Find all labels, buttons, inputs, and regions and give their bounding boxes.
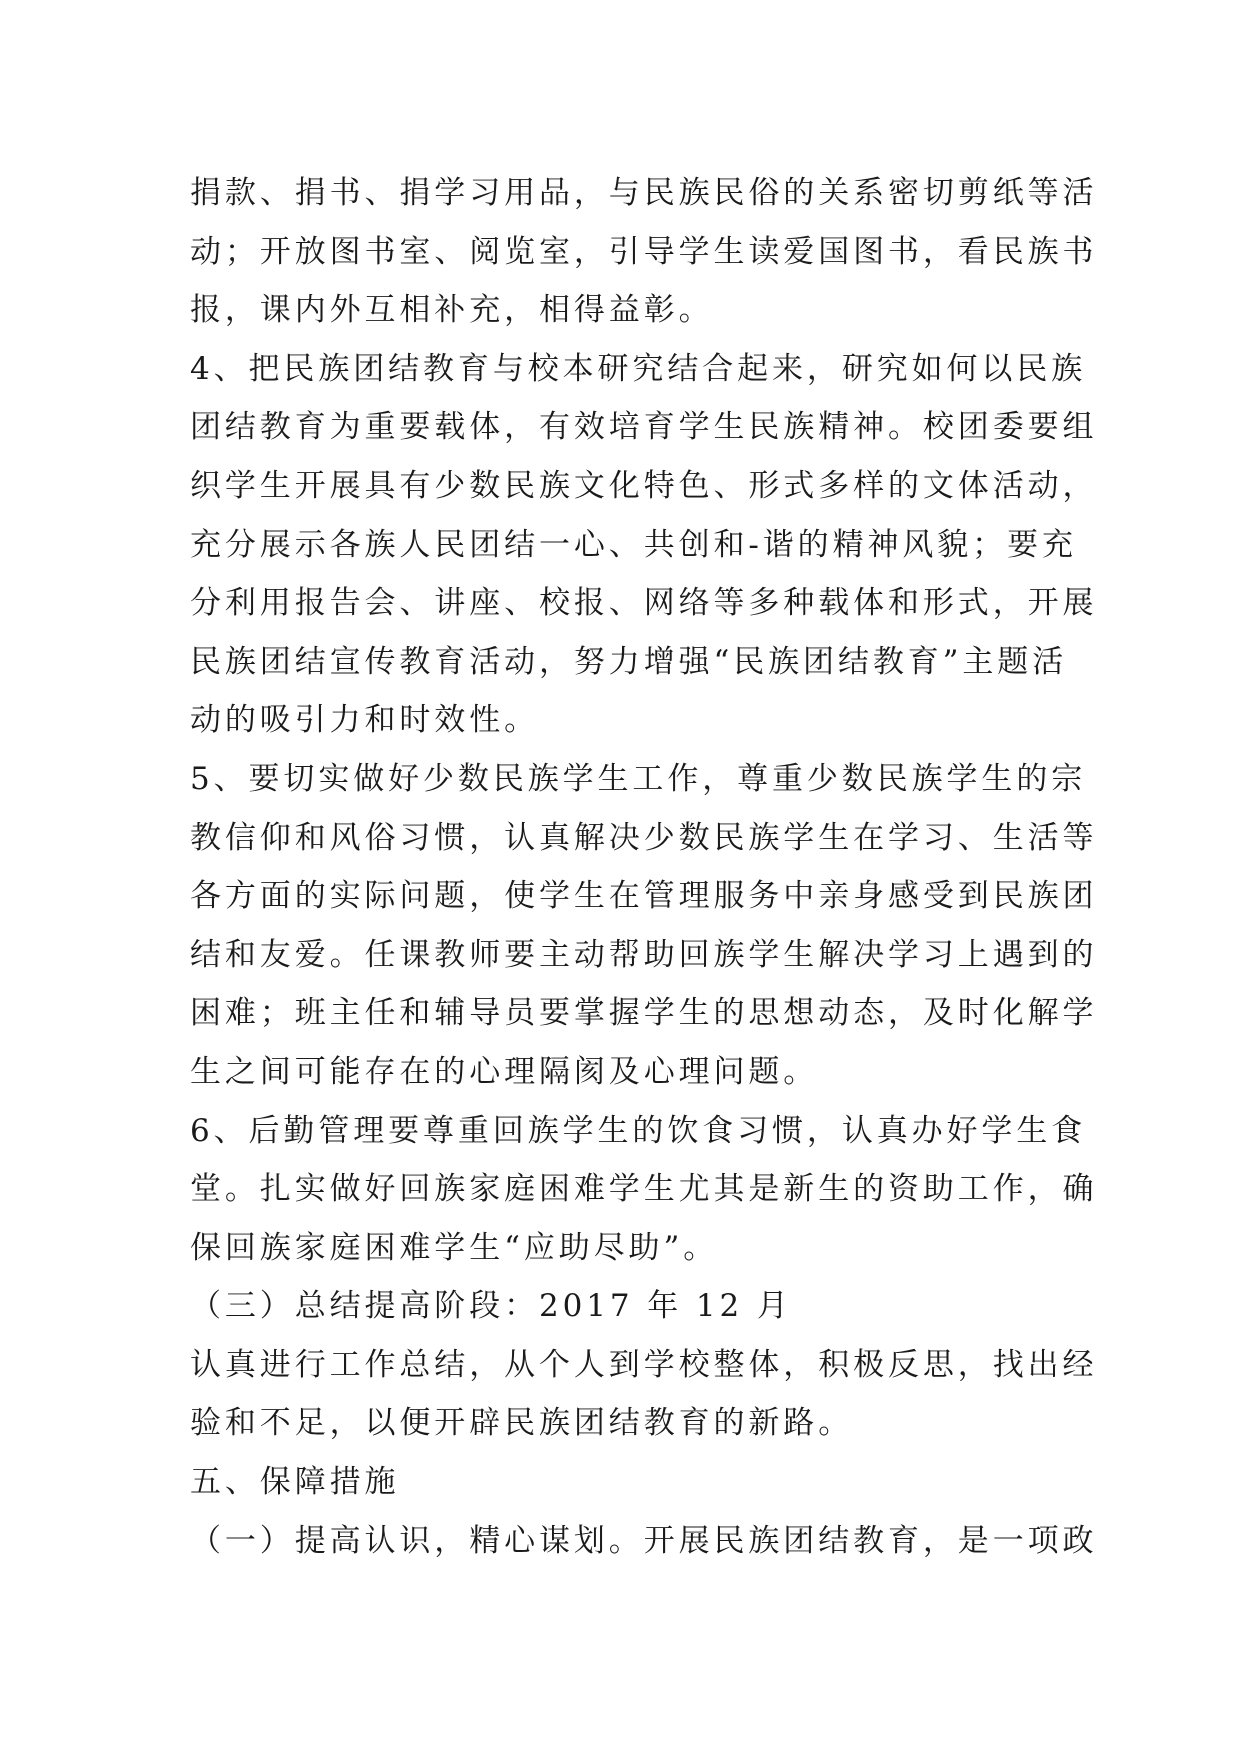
text-line: 保回族家庭困难学生“应助尽助”。 xyxy=(190,1229,719,1266)
text-line: 5、要切实做好少数民族学生工作，尊重少数民族学生的宗 xyxy=(190,760,1087,797)
text-line: 分利用报告会、讲座、校报、网络等多种载体和形式，开展 xyxy=(190,585,1098,622)
text-line: 五、保障措施 xyxy=(190,1464,400,1501)
text-line: 结和友爱。任课教师要主动帮助回族学生解决学习上遇到的 xyxy=(190,936,1098,973)
text-line: 报，课内外互相补充，相得益彰。 xyxy=(190,292,714,329)
text-line: 4、把民族团结教育与校本研究结合起来，研究如何以民族 xyxy=(190,350,1087,387)
text-line: 教信仰和风俗习惯，认真解决少数民族学生在学习、生活等 xyxy=(190,819,1098,856)
text-line: 6、后勤管理要尊重回族学生的饮食习惯，认真办好学生食 xyxy=(190,1112,1087,1149)
text-line: 动；开放图书室、阅览室，引导学生读爱国图书，看民族书 xyxy=(190,233,1098,270)
text-line: 织学生开展具有少数民族文化特色、形式多样的文体活动， xyxy=(190,467,1098,504)
text-line: （一）提高认识，精心谋划。开展民族团结教育，是一项政 xyxy=(190,1522,1098,1559)
text-line: 民族团结宣传教育活动，努力增强“民族团结教育”主题活 xyxy=(190,643,1068,680)
text-line: 认真进行工作总结，从个人到学校整体，积极反思，找出经 xyxy=(190,1346,1098,1383)
text-line: 动的吸引力和时效性。 xyxy=(190,702,539,739)
document-body xyxy=(190,164,1098,1570)
text-line: （三）总结提高阶段：2017 年 12 月 xyxy=(190,1288,792,1325)
text-line: 各方面的实际问题，使学生在管理服务中亲身感受到民族团 xyxy=(190,878,1098,915)
text-line: 堂。扎实做好回族家庭困难学生尤其是新生的资助工作，确 xyxy=(190,1171,1098,1208)
text-line: 捐款、捐书、捐学习用品，与民族民俗的关系密切剪纸等活 xyxy=(190,175,1098,211)
text-line: 充分展示各族人民团结一心、共创和-谐的精神风貌；要充 xyxy=(190,526,1077,563)
text-line: 生之间可能存在的心理隔阂及心理问题。 xyxy=(190,1053,819,1090)
text-line: 验和不足，以便开辟民族团结教育的新路。 xyxy=(190,1405,854,1442)
text-line: 团结教育为重要载体，有效培育学生民族精神。校团委要组 xyxy=(190,409,1098,446)
text-line: 困难；班主任和辅导员要掌握学生的思想动态，及时化解学 xyxy=(190,995,1098,1032)
